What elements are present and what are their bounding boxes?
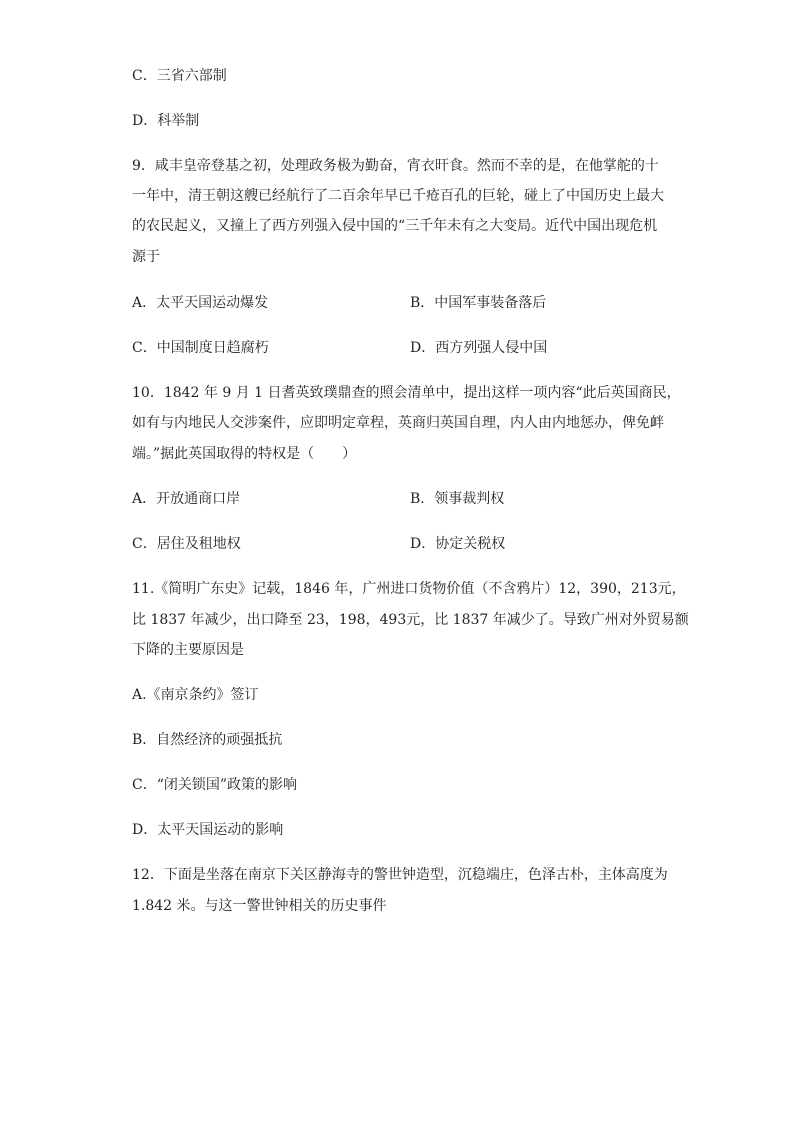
q11-stem-line-1: 11.《简明广东史》记载，1846 年，广州进口货物价值（不含鸦片）12，390，213元，	[132, 581, 686, 597]
q9-stem-line-1: 9．咸丰皇帝登基之初，处理政务极为勤奋，宵衣旰食。然而不幸的是，在他掌舵的十	[132, 158, 659, 174]
q9-option-c: C．中国制度日趋腐朽	[132, 340, 269, 356]
q10-option-c: C．居住及租地权	[132, 536, 241, 552]
q11-option-b: B．自然经济的顽强抵抗	[132, 732, 283, 748]
q11-stem-line-3: 下降的主要原因是	[132, 642, 244, 658]
q11-option-d: D．太平天国运动的影响	[132, 822, 284, 838]
q9-stem-line-3: 的农民起义，又撞上了西方列强入侵中国的“三千年未有之大变局。近代中国出现危机	[132, 218, 658, 234]
q9-option-d: D．西方列强人侵中国	[410, 340, 548, 356]
q8-option-d: D．科举制	[132, 113, 200, 129]
q10-stem-line-1: 10．1842 年 9 月 1 日耆英致璞鼎查的照会清单中，提出这样一项内容“此后英国商民，	[132, 385, 681, 401]
q10-stem-line-3: 端。”据此英国取得的特权是（ ）	[132, 446, 357, 462]
q12-stem-line-2: 1.842 米。与这一警世钟相关的历史事件	[132, 898, 387, 914]
q11-option-c: C．“闭关锁国”政策的影响	[132, 777, 298, 793]
q9-stem-line-2: 一年中，清王朝这艘已经航行了二百余年早已千疮百孔的巨轮，碰上了中国历史上最大	[132, 188, 664, 204]
q10-option-a: A．开放通商口岸	[132, 491, 241, 507]
q11-stem-line-2: 比 1837 年减少，出口降至 23，198，493元，比 1837 年减少了。导致广州对外贸易额	[132, 612, 689, 628]
q10-stem-line-2: 如有与内地民人交涉案件，应即明定章程，英商归英国自理，内人由内地惩办，俾免衅	[132, 415, 664, 431]
q8-option-c: C．三省六部制	[132, 68, 227, 84]
q9-option-b: B．中国军事装备落后	[410, 295, 547, 311]
q10-option-b: B．领事裁判权	[410, 491, 505, 507]
q10-option-d: D．协定关税权	[410, 536, 506, 552]
q9-stem-line-4: 源于	[132, 249, 160, 265]
q12-stem-line-1: 12．下面是坐落在南京下关区静海寺的警世钟造型，沉稳端庄，色泽古朴，主体高度为	[132, 867, 668, 883]
q9-option-a: A．太平天国运动爆发	[132, 295, 269, 311]
q11-option-a: A.《南京条约》签订	[132, 687, 259, 703]
